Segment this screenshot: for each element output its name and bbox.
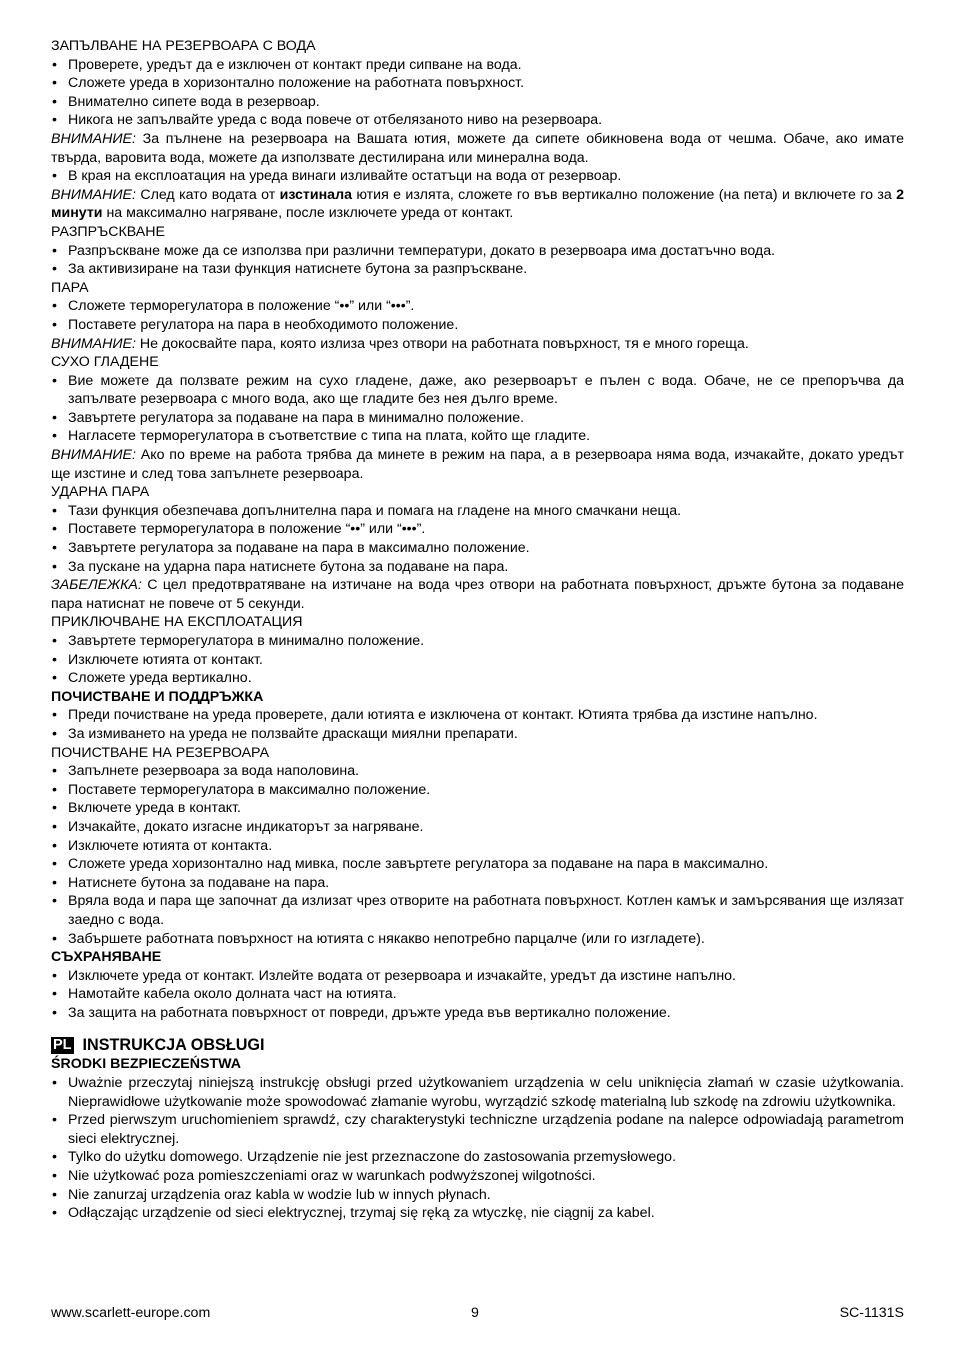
list-item: • Сложете уреда в хоризонтално положение на работната повърхност. [51,74,904,93]
language-title: INSTRUKCJA OBSŁUGI [82,1036,265,1055]
section-title: ЗАПЪЛВАНЕ НА РЕЗЕРВОАРА С ВОДА [51,38,316,54]
list-item: • За измиването на уреда не ползвайте драскащи миялни препарати. [51,725,904,744]
note [51,130,904,167]
bullet-list [51,56,904,130]
list-item: • Поставете терморегулатора в положение “••” или “•••”. [51,520,904,539]
list-item: • Tylko do użytku domowego. Urządzenie nie jest przeznaczone do zastosowania przemysłowego. [51,1148,904,1167]
note-text: С цел предотвратяване на изтичане на вода чрез отвори на работната повърхност, дръжте бутона за подаване пара натиснат не повече от 5 секунди. [51,577,904,612]
bullet-list [51,632,904,688]
list-item: • Изключете ютията от контакта. [51,837,904,856]
section-cleaning-maintenance [51,688,904,744]
list-item: • Натиснете бутона за подаване на пара. [51,874,904,893]
list-item: • Завъртете регулатора за подаване на пара в минимално положение. [51,409,904,428]
section-title: СУХО ГЛАДЕНЕ [51,354,159,371]
list-item: • Изключете ютията от контакт. [51,651,904,670]
note-text: Не докосвайте пара, която излиза чрез отвори на работната повърхност, тя е много гореща. [135,335,749,352]
note-emphasis: изстинала [279,186,352,203]
section-title: УДАРНА ПАРА [51,484,150,501]
list-item: • Нагласете терморегулатора в съответствие с типа на плата, който ще гладите. [51,427,904,446]
section-end-of-use [51,613,904,687]
bullet-list [51,372,904,446]
list-item: • Разпръскване може да се използва при различни температури, докато в резервоара има достатъчно вода. [51,242,904,261]
list-item: • Проверете, уредът да е изключен от контакт преди сипване на вода. [51,56,904,75]
model-number: SC-1131S [839,1305,904,1321]
section-steam-burst [51,483,904,613]
bullet-list [51,502,904,576]
list-item: • Сложете уреда хоризонтално над мивка, после завъртете регулатора за подаване на пара в максимално. [51,855,904,874]
list-item: • Внимателно сипете вода в резервоар. [51,93,904,112]
note-label: ВНИМАНИЕ: [51,335,136,352]
bullet-list [51,762,904,948]
list-item: • Вряла вода и пара ще започнат да излизат чрез отворите на работната повърхност. Котлен камък и замърсявания ще излязат заедно с вода. [51,892,904,929]
list-item: • Odłączając urządzenie od sieci elektrycznej, trzymaj się ręką za wtyczkę, nie ciągnij za kabel. [51,1204,904,1223]
section-polish [51,1036,904,1222]
list-item: • Тази функция обезпечава допълнителна пара и помага на гладене на много смачкани неща. [51,502,904,521]
section-spraying [51,223,904,279]
bullet-list [51,967,904,1023]
note-text: Ако по време на работа трябва да минете в режим на пара, а в резервоара няма вода, изчакайте, докато уредът ще изстине и след това запълнете резервоара. [51,447,904,482]
list-item: • Запълнете резервоара за вода наполовина. [51,762,904,781]
section-title: ПРИКЛЮЧВАНЕ НА ЕКСПЛОАТАЦИЯ [51,614,303,631]
note-label: ВНИМАНИЕ: [51,186,136,203]
list-item: • Сложете терморегулатора в положение “••” или “•••”. [51,297,904,316]
list-item: • За активизиране на тази функция натиснете бутона за разпръскване. [51,260,904,279]
list-item: • Преди почистване на уреда проверете, дали ютията е изключена от контакт. Ютията трябва да изстине напълно. [51,706,904,725]
section-title: ПОЧИСТВАНЕ НА РЕЗЕРВОАРА [51,744,270,761]
bullet-list [51,1074,904,1223]
list-item: • За защита на работната повърхност от повреди, дръжте уреда във вертикално положение. [51,1004,904,1023]
list-item: • Вие можете да ползвате режим на сухо гладене, даже, ако резервоарът е пълен с вода. Обаче, не се препоръчва да запълвате резервоара с много вода, ако ще гладите без нея дълго време. [51,372,904,409]
note-text: За пълнене на резервоара на Вашата ютия, можете да сипете обикновена вода от чешма. Обаче, ако имате твърда, варовита вода, можете да използвате дестилирана или минерална вода. [51,130,904,166]
section-storage [51,948,904,1022]
section-water-filling [51,37,904,223]
list-item: • Изчакайте, докато изгасне индикаторът за нагряване. [51,818,904,837]
note-text: ютия е излята, сложете го във вертикално положение (на пета) и включете го за [351,186,897,203]
list-item: • Uważnie przeczytaj niniejszą instrukcję obsługi przed użytkowaniem urządzenia w celu uniknięcia złamań w czasie użytkowania. Nieprawidłowe użytkowanie może spowodować złamanie wyrobu, wyrządzić szkodę materialną lub szkodę na zdrowiu użytkownika. [51,1074,904,1111]
note [51,186,904,223]
note [51,335,904,354]
note [51,576,904,613]
bullet-list [51,242,904,279]
note-text: на максимално нагряване, после изключете уреда от контакт. [102,205,514,222]
footer-website: www.scarlett-europe.com [51,1305,211,1321]
section-dry-ironing [51,353,904,483]
document-body [51,37,904,1223]
section-title: РАЗПРЪСКВАНЕ [51,223,165,240]
list-item: • В края на експлоатация на уреда винаги изливайте остатъци на вода от резервоар. [51,167,904,186]
list-item: • Сложете уреда вертикално. [51,669,904,688]
list-item: • Nie zanurzaj urządzenia oraz kabla w wodzie lub w innych płynach. [51,1186,904,1205]
list-item: • Поставете терморегулатора в максимално положение. [51,781,904,800]
note-text: След като водата от [135,186,280,203]
section-title: ŚRODKI BEZPIECZEŃSTWA [51,1056,241,1073]
page-number: 9 [471,1305,479,1321]
language-badge: PL [53,1037,72,1054]
bullet-list [51,297,904,334]
list-item: • Изключете уреда от контакт. Излейте водата от резервоара и изчакайте, уредът да изстине напълно. [51,967,904,986]
list-item: • Завъртете регулатора за подаване на пара в максимално положение. [51,539,904,558]
list-item: • Przed pierwszym uruchomieniem sprawdź, czy charakterystyki techniczne urządzenia podane na nalepce odpowiadają parametrom sieci elektrycznej. [51,1111,904,1148]
list-item: • Намотайте кабела около долната част на ютията. [51,985,904,1004]
note [51,446,904,483]
list-item: • Завъртете терморегулатора в минимално положение. [51,632,904,651]
note-label: ЗАБЕЛЕЖКА: [51,577,142,594]
list-item: • Забършете работната повърхност на ютията с някакво непотребно парцалче (или го изгладете). [51,930,904,949]
section-title: ПАРА [51,279,89,296]
language-heading [51,1036,904,1055]
list-item: • За пускане на ударна пара натиснете бутона за подаване на пара. [51,558,904,577]
note-emphasis: 2 минути [51,186,904,222]
list-item: • Nie użytkować poza pomieszczeniami oraz w warunkach podwyższonej wilgotności. [51,1167,904,1186]
section-tank-cleaning [51,744,904,949]
section-steam [51,279,904,353]
bullet-list [51,167,904,186]
section-title: ПОЧИСТВАНЕ И ПОДДРЪЖКА [51,688,264,705]
list-item: • Никога не запълвайте уреда с вода повече от отбелязаното ниво на резервоара. [51,111,904,130]
note-label: ВНИМАНИЕ: [51,130,136,147]
list-item: • Включете уреда в контакт. [51,799,904,818]
section-title: СЪХРАНЯВАНЕ [51,949,162,966]
note-label: ВНИМАНИЕ: [51,447,136,464]
list-item: • Поставете регулатора на пара в необходимото положение. [51,316,904,335]
bullet-list [51,706,904,743]
